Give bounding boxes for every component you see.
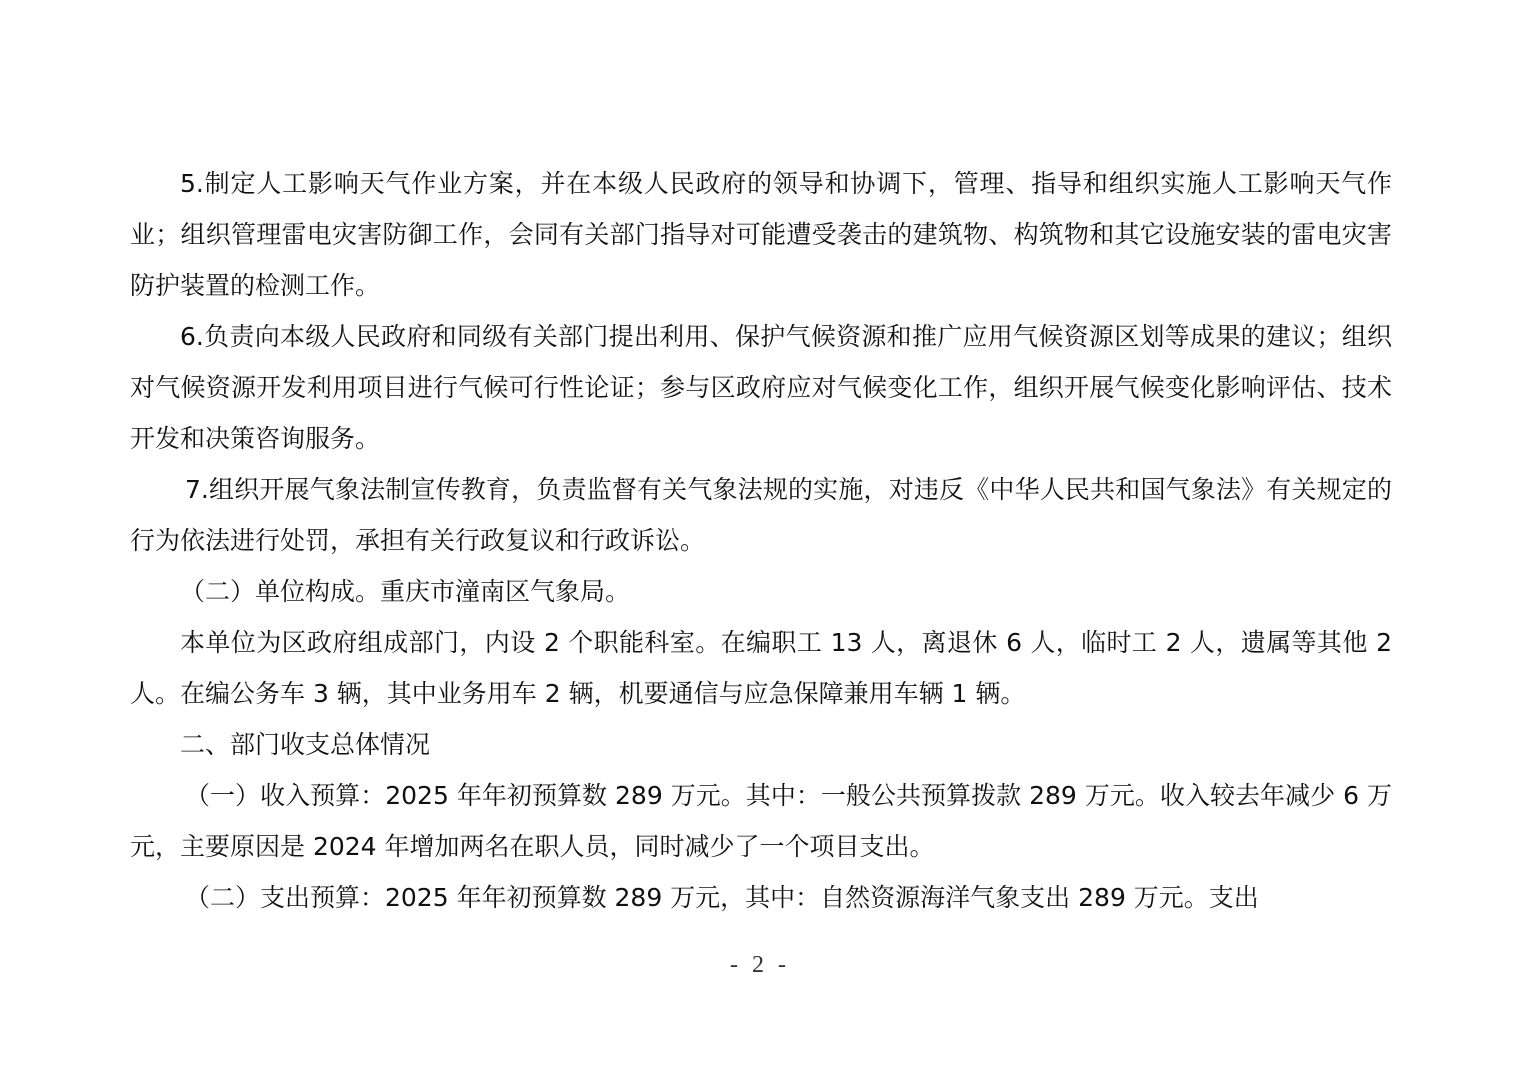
income-budget-paragraph: （一）收入预算：2025 年年初预算数 289 万元。其中：一般公共预算拨款 289 万元。收入较去年减少 6 万元，主要原因是 2024 年增加两名在职人员，同时减少了一个项目支出。 <box>130 781 1392 861</box>
paragraph-item-5: 5.制定人工影响天气作业方案，并在本级人民政府的领导和协调下，管理、指导和组织实施人工影响天气作业；组织管理雷电灾害防御工作，会同有关部门指导对可能遭受袭击的建筑物、构筑物和其它设施安装的雷电灾害防护装置的检测工作。 <box>130 169 1392 300</box>
expense-budget-paragraph: （二）支出预算：2025 年年初预算数 289 万元，其中：自然资源海洋气象支出 289 万元。支出 <box>185 883 1259 912</box>
unit-composition-heading <box>130 566 1392 617</box>
document-body <box>130 158 1392 923</box>
paragraph-item-6: 6.负责向本级人民政府和同级有关部门提出利用、保护气候资源和推广应用气候资源区划等成果的建议；组织对气候资源开发利用项目进行气候可行性论证；参与区政府应对气候变化工作，组织开展气候变化影响评估、技术开发和决策咨询服务。 <box>130 322 1392 453</box>
section-heading: 二、部门收支总体情况 <box>180 730 431 759</box>
unit-composition-value: 重庆市潼南区气象局。 <box>380 577 631 606</box>
unit-composition-label: （二）单位构成。 <box>180 577 381 606</box>
unit-description-paragraph: 本单位为区政府组成部门，内设 2 个职能科室。在编职工 13 人，离退休 6 人，临时工 2 人，遗属等其他 2 人。在编公务车 3 辆，其中业务用车 2 辆，机要通信与应急保障兼用车辆 1 辆。 <box>130 628 1392 708</box>
paragraph-item-7: 7.组织开展气象法制宣传教育，负责监督有关气象法规的实施，对违反《中华人民共和国气象法》有关规定的行为依法进行处罚，承担有关行政复议和行政诉讼。 <box>130 475 1392 555</box>
page-number: - 2 - <box>730 952 790 978</box>
